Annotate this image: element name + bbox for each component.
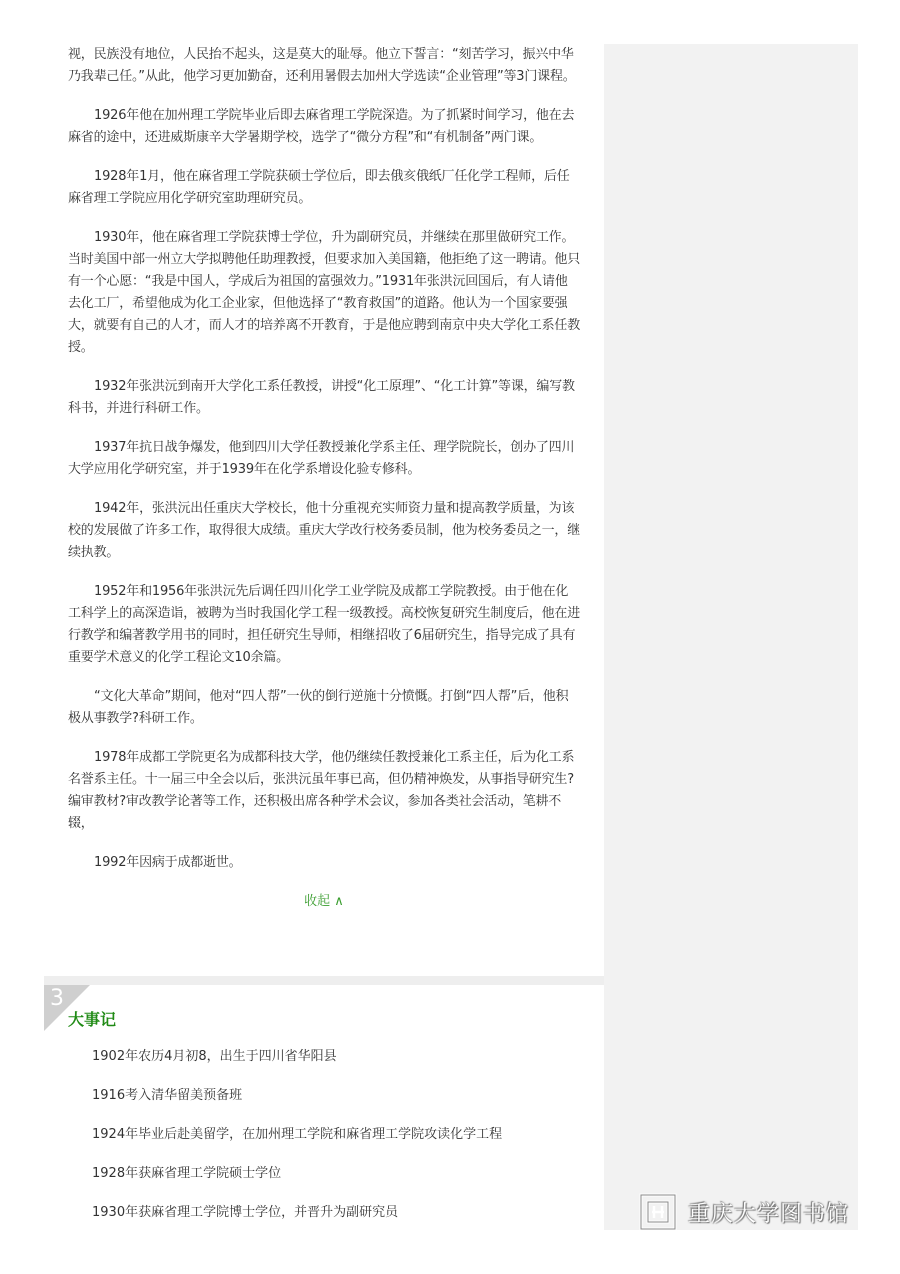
section-divider — [44, 976, 604, 985]
article-paragraph: 1937年抗日战争爆发，他到四川大学任教授兼化学系主任、理学院院长，创办了四川大学应用化学研究室，并于1939年在化学系增设化验专修科。 — [68, 440, 575, 477]
library-logo-icon — [638, 1192, 678, 1232]
article-paragraph: 1930年，他在麻省理工学院获博士学位，升为副研究员，并继续在那里做研究工作。当时美国中部一州立大学拟聘他任助理教授，但要求加入美国籍，他拒绝了这一聘请。他只有一个心愿：“我是中国人，学成后为祖国的富强效力。”1931年张洪沅回国后，有人请他去化工厂，希望他成为化工企业家，但他选择了“教育救国”的道路。他认为一个国家要强大，就要有自己的人才，而人才的培养离不开教育，于是他应聘到南京中央大学化工系任教授。 — [68, 230, 581, 355]
article-paragraph: 视，民族没有地位，人民抬不起头，这是莫大的耻辱。他立下誓言：“刻苦学习，振兴中华乃我辈己任。”从此，他学习更加勤奋，还利用暑假去加州大学选读“企业管理”等3门课程。 — [68, 47, 576, 84]
timeline-item: 1930年获麻省理工学院博士学位，并晋升为副研究员 — [92, 1205, 399, 1220]
article-paragraph: 1932年张洪沅到南开大学化工系任教授，讲授“化工原理”、“化工计算”等课，编写教科书，并进行科研工作。 — [68, 379, 575, 416]
collapse-link[interactable]: 收起 ∧ — [304, 894, 344, 909]
article-paragraph: 1926年他在加州理工学院毕业后即去麻省理工学院深造。为了抓紧时间学习，他在去麻省的途中，还进威斯康辛大学暑期学校，选学了“微分方程”和“有机制备”两门课。 — [68, 108, 575, 145]
article-paragraph: 1928年1月，他在麻省理工学院获硕士学位后，即去俄亥俄纸厂任化学工程师，后任麻省理工学院应用化学研究室助理研究员。 — [68, 169, 570, 206]
watermark-text: 重庆大学图书馆 — [688, 1201, 850, 1227]
article-body — [44, 0, 604, 913]
timeline-list — [92, 1046, 592, 1241]
sidebar — [604, 44, 858, 1230]
section-title: 大事记 — [68, 1010, 117, 1029]
watermark — [638, 1192, 849, 1232]
main-content — [44, 0, 604, 1274]
section-number: 3 — [50, 986, 64, 1011]
article-paragraph: 1992年因病于成都逝世。 — [94, 855, 242, 870]
timeline-item: 1928年获麻省理工学院硕士学位 — [92, 1166, 282, 1181]
article-paragraph: 1942年，张洪沅出任重庆大学校长，他十分重视充实师资力量和提高教学质量，为该校的发展做了许多工作，取得很大成绩。重庆大学改行校务委员制，他为校务委员之一，继续执教。 — [68, 501, 581, 560]
article-paragraph: 1978年成都工学院更名为成都科技大学，他仍继续任教授兼化工系主任，后为化工系名誉系主任。十一届三中全会以后，张洪沅虽年事已高，但仍精神焕发，从事指导研究生?编审教材?审改教学论著等工作，还积极出席各种学术会议，参加各类社会活动，笔耕不辍， — [68, 750, 575, 831]
timeline-item: 1924年毕业后赴美留学，在加州理工学院和麻省理工学院攻读化学工程 — [92, 1127, 503, 1142]
article-paragraph: “文化大革命”期间，他对“四人帮”一伙的倒行逆施十分愤慨。打倒“四人帮”后，他积极从事教学?科研工作。 — [68, 689, 569, 726]
article-paragraph: 1952年和1956年张洪沅先后调任四川化学工业学院及成都工学院教授。由于他在化工科学上的高深造诣，被聘为当时我国化学工程一级教授。高校恢复研究生制度后，他在进行教学和编著教学用书的同时，担任研究生导师，相继招收了6届研究生，指导完成了具有重要学术意义的化学工程论文10余篇。 — [68, 584, 581, 665]
timeline-item: 1916考入清华留美预备班 — [92, 1088, 243, 1103]
timeline-item: 1902年农历4月初8，出生于四川省华阳县 — [92, 1049, 337, 1064]
